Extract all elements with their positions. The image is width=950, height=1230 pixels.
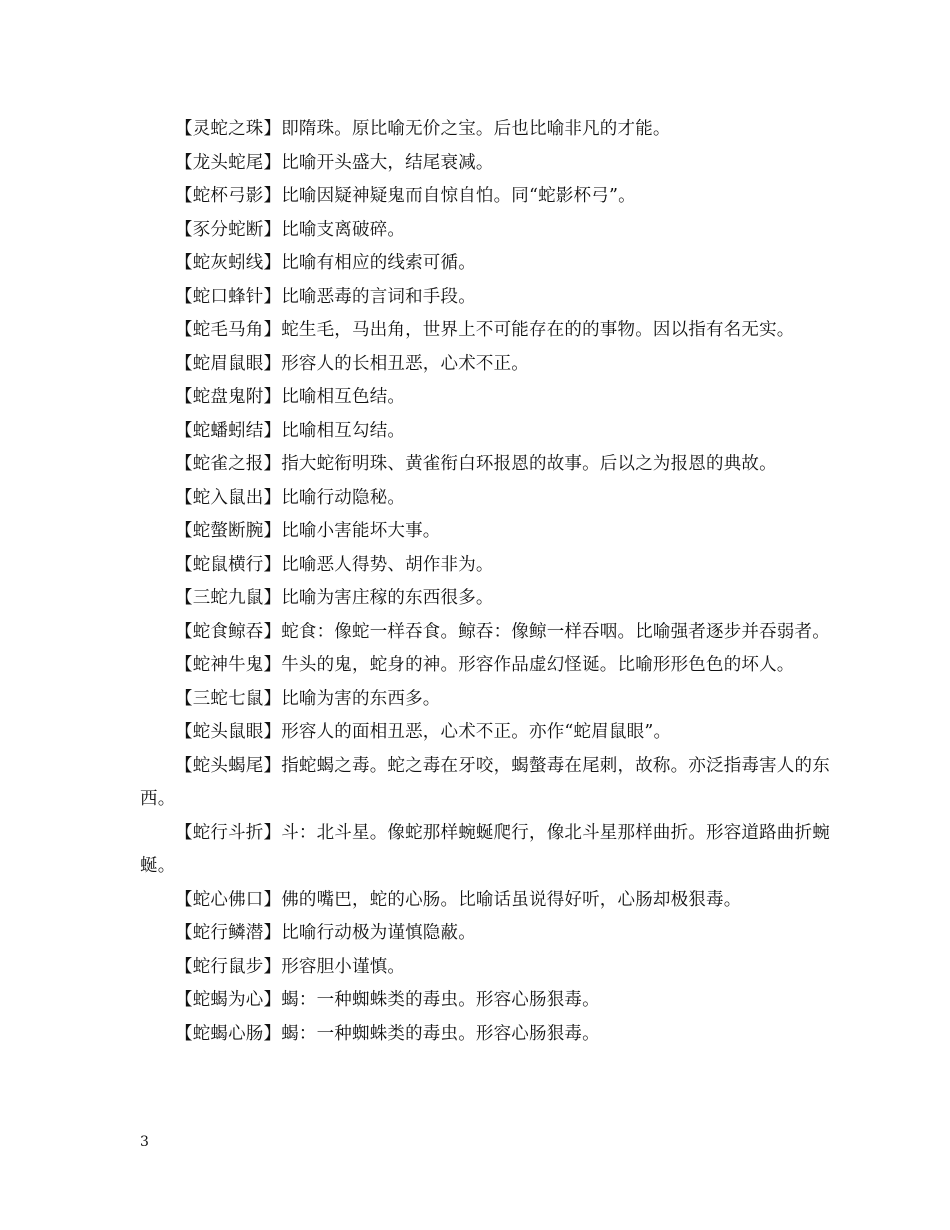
idiom-entry: 【蛇口蜂针】比喻恶毒的言词和手段。 <box>175 286 476 307</box>
idiom-entry: 【龙头蛇尾】比喻开头盛大，结尾衰减。 <box>175 152 494 173</box>
idiom-entry: 【蛇眉鼠眼】形容人的长相丑恶，心术不正。 <box>175 353 529 374</box>
idiom-entry: 【蛇鼠横行】比喻恶人得势、胡作非为。 <box>175 554 494 575</box>
idiom-entry: 【豕分蛇断】比喻支离破碎。 <box>175 219 406 240</box>
idiom-entry: 【蛇心佛口】佛的嘴巴，蛇的心肠。比喻话虽说得好听，心肠却极狠毒。 <box>175 889 742 910</box>
idiom-entry: 【蛇螫断腕】比喻小害能坏大事。 <box>175 521 441 541</box>
idiom-entry: 【蛇蝎心肠】蝎：一种蜘蛛类的毒虫。形容心肠狠毒。 <box>175 1023 600 1044</box>
idiom-entry: 【蛇头鼠眼】形容人的面相丑恶，心术不正。亦作“蛇眉鼠眼”。 <box>175 722 672 742</box>
idiom-entry: 【蛇行斗折】斗：北斗星。像蛇那样蜿蜒爬行，像北斗星那样曲折。形容道路曲折蜿蜒。 <box>140 822 830 876</box>
idiom-entry: 【蛇蟠蚓结】比喻相互勾结。 <box>175 420 406 441</box>
idiom-entry: 【蛇入鼠出】比喻行动隐秘。 <box>175 487 406 508</box>
idiom-entry: 【蛇行鼠步】形容胆小谨慎。 <box>175 956 406 977</box>
idiom-entry: 【蛇食鲸吞】蛇食：像蛇一样吞食。鲸吞：像鲸一样吞咽。比喻强者逐步并吞弱者。 <box>175 621 830 642</box>
idiom-entry: 【蛇毛马角】蛇生毛，马出角，世界上不可能存在的的事物。因以指有名无实。 <box>175 320 795 340</box>
idiom-entry: 【蛇盘鬼附】比喻相互色结。 <box>175 387 406 407</box>
page-number: 3 <box>140 1134 149 1150</box>
idiom-entry: 【蛇灰蚓线】比喻有相应的线索可循。 <box>175 253 476 273</box>
idiom-entry: 【蛇蝎为心】蝎：一种蜘蛛类的毒虫。形容心肠狠毒。 <box>175 990 600 1010</box>
idiom-entry: 【蛇雀之报】指大蛇衔明珠、黄雀衔白环报恩的故事。后以之为报恩的典故。 <box>175 454 777 474</box>
idiom-entry: 【蛇头蝎尾】指蛇蝎之毒。蛇之毒在牙咬，蝎螫毒在尾刺，故称。亦泛指毒害人的东西。 <box>140 755 830 809</box>
idiom-entry: 【灵蛇之珠】即隋珠。原比喻无价之宝。后也比喻非凡的才能。 <box>175 119 671 139</box>
idiom-entry: 【蛇神牛鬼】牛头的鬼，蛇身的神。形容作品虚幻怪诞。比喻形形色色的坏人。 <box>175 655 795 675</box>
idiom-entry: 【三蛇七鼠】比喻为害的东西多。 <box>175 688 441 709</box>
idiom-list <box>140 113 830 1051</box>
idiom-entry: 【蛇杯弓影】比喻因疑神疑鬼而自惊自怕。同“蛇影杯弓”。 <box>175 186 636 206</box>
idiom-entry: 【三蛇九鼠】比喻为害庄稼的东西很多。 <box>175 588 494 608</box>
idiom-entry: 【蛇行鳞潜】比喻行动极为谨慎隐蔽。 <box>175 923 476 943</box>
